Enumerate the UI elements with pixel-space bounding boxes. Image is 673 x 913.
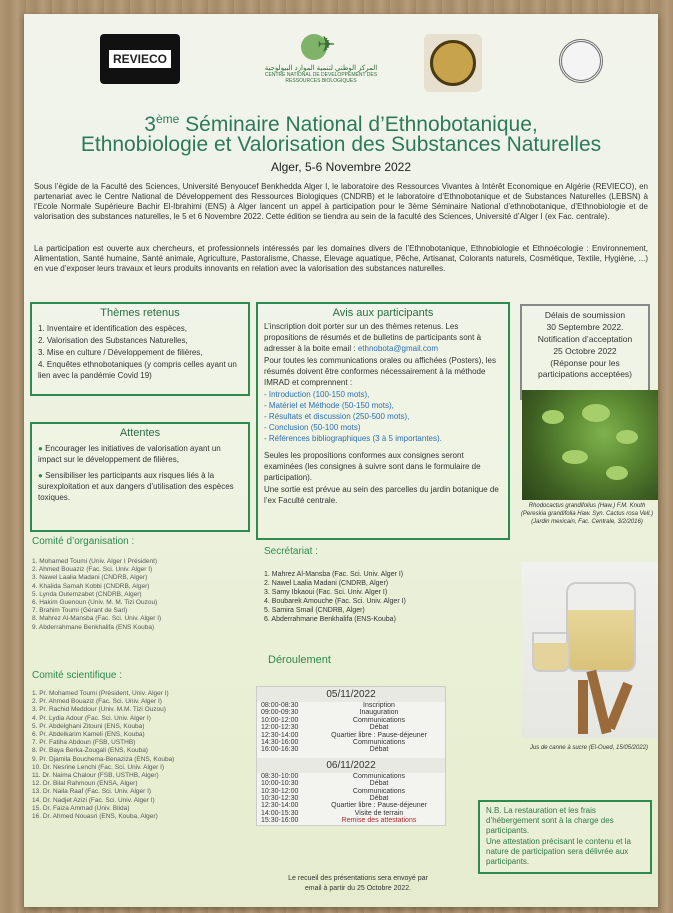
sugarcane-juice-photo bbox=[522, 562, 658, 738]
list-item: 8. Mahrez Al-Mansba (Fac. Sci. Univ. Alger I) bbox=[32, 615, 162, 623]
imrad-item: - Matériel et Méthode (50-150 mots), bbox=[264, 401, 394, 410]
deadline-line: Notification d’acceptation bbox=[537, 334, 633, 344]
table-row: 09:00-09:30 Inauguration bbox=[261, 709, 399, 717]
seminar-poster bbox=[24, 14, 658, 907]
attentes-title: Attentes bbox=[119, 427, 161, 439]
list-item: 8. Pr. Baya Berka-Zougali (ENS, Kouba) bbox=[32, 747, 148, 755]
imrad-item: - Résultats et discussion (250-500 mots), bbox=[264, 412, 410, 421]
contact-email-link[interactable]: ethnobota@gmail.com bbox=[357, 344, 439, 353]
theme-item: 3. Mise en culture / Développement de filières, bbox=[38, 348, 203, 357]
table-row: 15:30-16:00 Remise des attestations bbox=[261, 817, 417, 825]
cndrb-emblem-icon: ✈ bbox=[293, 30, 349, 64]
footer-note: Le recueil des présentations sera envoyé par email à partir du 25 Octobre 2022. bbox=[288, 875, 428, 892]
cndrb-logo-arabic: المركز الوطني لتنمية الموارد البيولوجية bbox=[264, 65, 378, 72]
comite-org-list bbox=[32, 558, 252, 632]
list-item: 5. Samira Smail (CNDRB, Alger) bbox=[264, 607, 365, 614]
imrad-item: - Introduction (100-150 mots), bbox=[264, 390, 370, 399]
table-row: 14:00-15:30 Visite de terrain bbox=[261, 809, 404, 817]
list-item: 9. Abderrahmane Benkhalifa (ENS Kouba) bbox=[32, 623, 155, 631]
list-item: 6. Pr. Abdelkarim Kameli (ENS, Kouba) bbox=[32, 731, 145, 739]
event-date: Alger, 5-6 Novembre 2022 bbox=[270, 160, 412, 174]
avis-posters: Pour toutes les communications orales ou affichées (Posters), les résumés doivent être conformes nécessairement à la méthode IMRAD et comprennent : bbox=[264, 356, 496, 387]
list-item: 3. Samy Ibkaoui (Fac. Sci. Univ. Alger I) bbox=[264, 589, 388, 596]
table-row: 10:30-12:30 Débat bbox=[261, 795, 389, 803]
list-item: 10. Dr. Nesrine Lenchi (Fac. Sci. Univ. Alger I) bbox=[32, 763, 165, 771]
avis-conform: Seules les propositions conformes aux consignes seront examinées (les consignes à suivre sont dans le formulaire de participation). bbox=[264, 451, 481, 482]
nb-text-1: La restauration et les frais d’hébergement sont à la charge des participants. bbox=[486, 806, 614, 835]
list-item: 4. Boubarek Amouche (Fac. Sci. Univ. Alger I) bbox=[264, 598, 406, 605]
university-seal-icon bbox=[424, 34, 482, 92]
table-row: 10:00-12:00 Communications bbox=[261, 716, 406, 724]
list-item: 15. Dr. Faiza Ammad (Univ. Blida) bbox=[32, 804, 130, 812]
list-item: 3. Pr. Rachid Meddour (Univ. M.M. Tizi Ouzou) bbox=[32, 706, 166, 714]
avis-sortie: Une sortie est prévue au sein des parcelles du jardin botanique de l’ex Faculté centrale. bbox=[264, 485, 499, 505]
bullet-icon: ● bbox=[38, 444, 43, 453]
table-row: 10:30-12:00 Communications bbox=[261, 787, 406, 795]
table-row: 08:00-08:30 Inscription bbox=[261, 702, 395, 709]
intro-paragraph-2: La participation est ouverte aux chercheurs, et professionnels intéressés par les domaines divers de l’Ethnobotanique, Ethnobiologie et Ethnoécologie : Environnement, Alimentation, Santé humaine, Santé animale, Agriculture, Pastoralisme, Chasse, Elevage aquatique, Pêche, Artisanat, Colorants naturels, Cosmétique, Textile, Hygiène, ...) en vue d’exposer leurs travaux et leurs produits innovants en relation avec la valorisation des substances naturelles. bbox=[34, 244, 648, 273]
imrad-item: - Conclusion (50-100 mots) bbox=[264, 423, 361, 432]
table-row: 12:00-12:30 Débat bbox=[261, 724, 389, 732]
list-item: 2. Nawel Laalia Madani (CNDRB, Alger) bbox=[264, 580, 389, 587]
table-row: 10:00-10:30 Débat bbox=[261, 780, 389, 788]
deadline-line: 25 Octobre 2022 bbox=[553, 346, 617, 356]
list-item: 7. Brahim Toumi (Gérant de Sarl) bbox=[32, 607, 128, 615]
comite-org-title: Comité d’organisation : bbox=[32, 536, 135, 547]
list-item: 9. Pr. Djamila Bouchema-Benaziza (ENS, Kouba) bbox=[32, 755, 175, 763]
deadline-line: (Réponse pour les participations acceptées) bbox=[537, 358, 633, 379]
bullet-icon: ● bbox=[38, 471, 43, 480]
list-item: 7. Pr. Fatiha Abdoun (FSB, USTHB) bbox=[32, 739, 136, 747]
attente-item: Encourager les initiatives de valorisation ayant un impact sur le développement de filières, bbox=[38, 444, 221, 464]
cactus-photo bbox=[522, 390, 658, 500]
list-item: 6. Abderrahmane Benkhalifa (ENS-Kouba) bbox=[264, 616, 396, 623]
themes-box bbox=[30, 302, 250, 396]
avis-box bbox=[256, 302, 510, 540]
cndrb-logo-french: CENTRE NATIONAL DE DEVELOPPEMENT DES RESSOURCES BIOLOGIQUES bbox=[264, 72, 378, 84]
cactus-photo-caption: Rhodocactus grandifolius (Haw.) F.M. Knuth (Pereskia grandifolia Haw. Syn. Cactus rosa Vell.) (Jardin mexicain, Fac. Centrale, 3/2/2016) bbox=[520, 503, 654, 525]
list-item: 1. Pr. Mohamed Toumi (Président, Univ. Alger I) bbox=[32, 690, 169, 697]
secretariat-title: Secrétariat : bbox=[264, 546, 318, 557]
list-item: 1. Mahrez Al-Mansba (Fac. Sci. Univ. Alger I) bbox=[264, 571, 404, 578]
avis-intro: L’inscription doit porter sur un des thèmes retenus. Les propositions de résumés et de bulletins de participants sont à adresser à la boite email : bbox=[264, 322, 482, 353]
list-item: 2. Pr. Ahmed Bouaziz (Fac. Sci. Univ. Alger I) bbox=[32, 698, 162, 706]
comite-sci-title: Comité scientifique : bbox=[32, 670, 123, 681]
list-item: 5. Lynda Outemzabet (CNDRB, Alger) bbox=[32, 590, 142, 598]
list-item: 12. Dr. Bilal Rahmoun (ENSA, Alger) bbox=[32, 780, 138, 788]
schedule-day1: 05/11/2022 bbox=[257, 687, 445, 702]
themes-title: Thèmes retenus bbox=[100, 307, 180, 319]
theme-item: 4. Enquêtes ethnobotaniques (y compris celles ayant un lien avec la pandémie Covid 19) bbox=[38, 360, 237, 380]
nb-label: N.B. bbox=[486, 806, 502, 815]
list-item: 5. Pr. Abdelghani Zitouni (ENS, Kouba) bbox=[32, 722, 145, 730]
list-item: 1. Mohamed Toumi (Univ. Alger I Président) bbox=[32, 558, 158, 565]
list-item: 2. Ahmed Bouaziz (Fac. Sci. Univ. Alger I) bbox=[32, 566, 153, 574]
table-row: 12:30-14:00 Quartier libre : Pause-déjeuner bbox=[261, 731, 427, 739]
sugarcane-photo-caption: Jus de canne à sucre (El-Oued, 15/05/2022) bbox=[529, 745, 649, 751]
list-item: 6. Hakim Guenoun (Univ. M. M. Tizi Ouzou) bbox=[32, 599, 158, 607]
imrad-item: - Références bibliographiques (3 à 5 importantes). bbox=[264, 434, 442, 443]
poster-title-line1: 3ème Séminaire National d’Ethnobotanique, bbox=[144, 112, 538, 136]
intro-paragraph-1: Sous l’égide de la Faculté des Sciences, Université Benyoucef Benkhedda Alger I, le laboratoire des Ressources Vivantes à Intérêt Economique en Algérie (REVIECO), en partenariat avec le Centre National de Développement des Ressources Biologiques (CNDRB) et le laboratoire d’Ethnobotanique et de Substances Naturelles (LEBSN) à l’Ecole Normale Supérieure Bachir El-Ibrahimi (ENS) à Alger lancent un appel à participation pour le 3ème Séminaire National d’ethnobotanique, d’Ethnobiologie et de valorisation des substances naturelles, le 5 et 6 Novembre 2022. Cette édition se tiendra au sein de la faculté des Sciences, Université d’Alger I (ex Fac. centrale). bbox=[34, 182, 648, 221]
deroulement-title: Déroulement bbox=[268, 654, 331, 666]
revieco-logo bbox=[100, 34, 180, 84]
schedule-table bbox=[256, 686, 446, 826]
list-item: 16. Dr. Ahmed Nouasri (ENS, Kouba, Alger) bbox=[32, 813, 158, 821]
nb-text-2: Une attestation précisant le contenu et la nature de participation sera délivrée aux participants. bbox=[486, 837, 631, 866]
secretariat-list bbox=[264, 570, 484, 624]
nb-box bbox=[478, 800, 652, 874]
revieco-logo-text: REVIECO bbox=[109, 50, 171, 68]
poster-title-line2: Ethnobiologie et Valorisation des Substances Naturelles bbox=[80, 133, 602, 156]
table-row: 12:30-14:00 Quartier libre : Pause-déjeuner bbox=[261, 802, 427, 810]
deadline-line: Délais de soumission bbox=[544, 310, 626, 320]
list-item: 4. Pr. Lydia Adour (Fac. Sci. Univ. Alger I) bbox=[32, 714, 151, 722]
schedule-day2: 06/11/2022 bbox=[257, 758, 445, 773]
attentes-box bbox=[30, 422, 250, 532]
table-row: 08:30-10:00 Communications bbox=[261, 772, 406, 780]
theme-item: 1. Inventaire et identification des espèces, bbox=[38, 324, 187, 333]
table-row: 14:30-16:00 Communications bbox=[261, 739, 406, 747]
deadlines-box bbox=[520, 304, 650, 400]
list-item: 3. Nawel Laalia Madani (CNDRB, Alger) bbox=[32, 574, 148, 582]
theme-item: 2. Valorisation des Substances Naturelles, bbox=[38, 336, 188, 345]
list-item: 13. Dr. Naila Raaf (Fac. Sci. Univ. Alger I) bbox=[32, 788, 152, 796]
attente-item: Sensibiliser les participants aux risques liés à la surexploitation et aux dangers d’utilisation des espèces toxiques. bbox=[38, 471, 234, 502]
avis-title: Avis aux participants bbox=[332, 307, 434, 319]
cndrb-logo bbox=[256, 30, 386, 86]
comite-sci-list bbox=[32, 690, 252, 821]
ens-seal-icon bbox=[554, 36, 608, 86]
list-item: 11. Dr. Naima Chalour (FSB, USTHB, Alger) bbox=[32, 772, 159, 780]
deadline-line: 30 Septembre 2022. bbox=[546, 322, 624, 332]
list-item: 4. Khalida Samah Kobbi (CNDRB, Alger) bbox=[32, 582, 150, 590]
list-item: 14. Dr. Nadjet Azizi (Fac. Sci. Univ. Alger I) bbox=[32, 796, 155, 804]
table-row: 16:00-16:30 Débat bbox=[261, 746, 389, 754]
